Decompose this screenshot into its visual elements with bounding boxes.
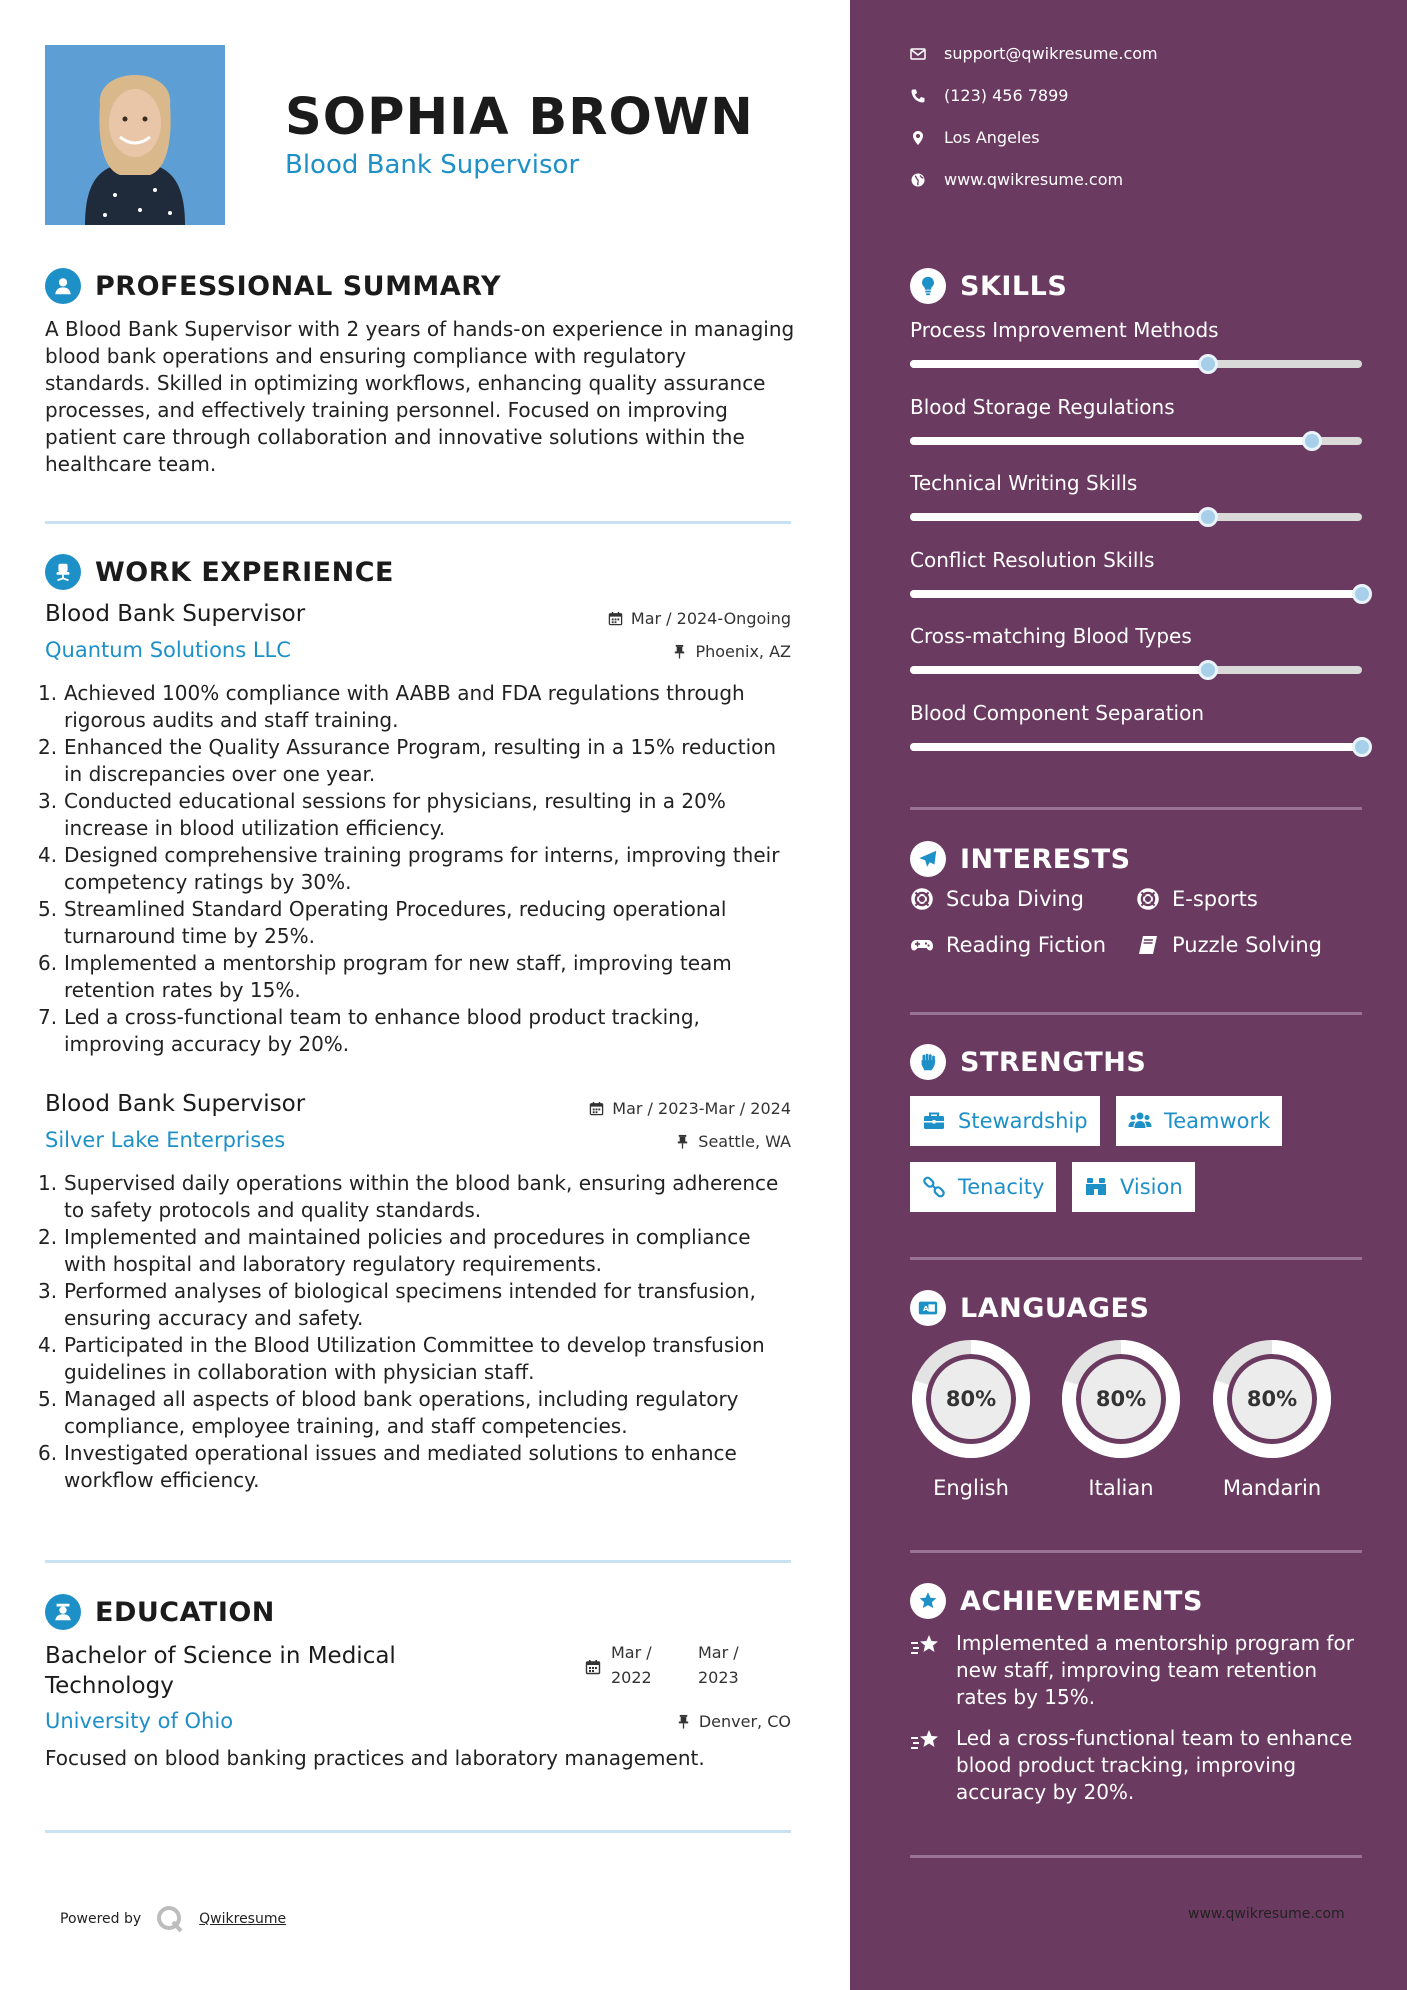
language-percent: 80% [945, 1387, 997, 1411]
skill-bar-fill [910, 360, 1208, 368]
interest-item: Scuba Diving [910, 887, 1084, 911]
summary-text: A Blood Bank Supervisor with 2 years of hands-on experience in managing blood bank operations and ensuring compliance with regulatory standards. Skilled in optimizing workflows, enhancing quality assurance processes, and effectively training personnel. Focused on improving patient care through collaboration and innovative solutions within the healthcare team. [45, 317, 795, 476]
list-item: 5. Managed all aspects of blood bank operations, including regulatory compliance, employee training, and staff competencies. [38, 1387, 739, 1438]
language-item [1211, 1338, 1333, 1500]
education-location-text: Denver, CO [698, 1712, 791, 1731]
strengths-header [910, 1044, 1146, 1080]
job-company: Quantum Solutions LLC [45, 638, 291, 662]
skill-bar [910, 666, 1362, 674]
language-item [1060, 1338, 1182, 1500]
skill-bar [910, 360, 1362, 368]
job-date-text: Mar / 2023-Mar / 2024 [612, 1099, 791, 1118]
language-percent: 80% [1246, 1387, 1298, 1411]
user-icon [45, 268, 81, 304]
shooting-star-icon [910, 1632, 942, 1660]
degree-line: Technology [45, 1673, 174, 1699]
section-divider [910, 1855, 1362, 1858]
skill-bar-fill [910, 590, 1362, 598]
list-item: 4. Participated in the Blood Utilization Committee to develop transfusion guidelines in collaboration with physician staff. [38, 1333, 765, 1384]
list-item: 6. Implemented a mentorship program for new staff, improving team retention rates by 15%. [38, 951, 732, 1002]
contact-email[interactable]: support@qwikresume.com [910, 44, 1158, 63]
life-ring-icon [910, 887, 934, 911]
language-percent: 80% [1095, 1387, 1147, 1411]
skill-label: Technical Writing Skills [910, 471, 1138, 495]
section-divider [910, 1012, 1362, 1015]
calendar-icon [589, 1101, 604, 1116]
strength-tag: Stewardship [910, 1096, 1100, 1146]
skills-title: SKILLS [960, 270, 1068, 302]
link-icon [922, 1175, 946, 1199]
achievement-item: Led a cross-functional team to enhance blood product tracking, improving accuracy by 20%. [910, 1725, 1362, 1806]
users-icon [1128, 1109, 1152, 1133]
skill-label: Blood Storage Regulations [910, 395, 1175, 419]
skill-label: Process Improvement Methods [910, 318, 1219, 342]
binoculars-icon [1084, 1175, 1108, 1199]
job-date [589, 1099, 791, 1118]
degree-title [45, 1641, 396, 1701]
language-ring [1211, 1338, 1333, 1460]
job-location [672, 642, 791, 661]
skill-level-knob [1352, 584, 1372, 604]
qwikresume-logo-icon [155, 1904, 185, 1934]
list-item: 2. Enhanced the Quality Assurance Program, resulting in a 15% reduction in discrepancies over one year. [38, 735, 777, 786]
experience-header [45, 554, 394, 590]
achievement-item: Implemented a mentorship program for new staff, improving team retention rates by 15%. [910, 1630, 1362, 1711]
list-item: 1. Achieved 100% compliance with AABB and FDA regulations through rigorous audits and staff training. [38, 681, 745, 732]
paper-plane-icon [910, 841, 946, 877]
languages-header [910, 1290, 1149, 1326]
graduate-icon [45, 1594, 81, 1630]
strength-tag: Tenacity [910, 1162, 1056, 1212]
job-location-text: Seattle, WA [698, 1132, 791, 1151]
interest-item: Puzzle Solving [1136, 933, 1322, 957]
job-bullets [38, 680, 798, 1058]
education-description: Focused on blood banking practices and laboratory management. [45, 1746, 705, 1770]
job-location [675, 1132, 791, 1151]
contact-location: Los Angeles [910, 128, 1040, 147]
skill-bar-fill [910, 666, 1208, 674]
candidate-name: SOPHIA BROWN [285, 88, 754, 147]
pin-icon [675, 1134, 690, 1149]
education-header [45, 1594, 275, 1630]
skills-header [910, 268, 1067, 304]
section-divider [910, 807, 1362, 810]
translate-icon [910, 1290, 946, 1326]
job-title: Blood Bank Supervisor [45, 1091, 306, 1117]
list-item: 7. Led a cross-functional team to enhance blood product tracking, improving accuracy by 20%. [38, 1005, 700, 1056]
fist-icon [910, 1044, 946, 1080]
calendar-icon [585, 1659, 601, 1675]
language-name: English [933, 1476, 1009, 1500]
skill-label: Blood Component Separation [910, 701, 1205, 725]
language-ring [1060, 1338, 1182, 1460]
life-ring-icon [1136, 887, 1160, 911]
list-item: 6. Investigated operational issues and mediated solutions to enhance workflow efficiency. [38, 1441, 737, 1492]
job-bullets [38, 1170, 798, 1494]
education-start-date: Mar / 2022 [611, 1643, 652, 1687]
achievements-header [910, 1583, 1203, 1619]
strength-tag: Vision [1072, 1162, 1195, 1212]
experience-title: WORK EXPERIENCE [95, 556, 394, 588]
office-chair-icon [45, 554, 81, 590]
section-divider [910, 1257, 1362, 1260]
powered-by [60, 1904, 286, 1934]
contact-phone[interactable]: (123) 456 7899 [910, 86, 1068, 105]
lightbulb-icon [910, 268, 946, 304]
education-end-date: Mar / 2023 [698, 1643, 739, 1687]
language-name: Italian [1088, 1476, 1154, 1500]
skill-bar [910, 743, 1362, 751]
qwikresume-link[interactable]: Qwikresume [199, 1911, 287, 1927]
job-location-text: Phoenix, AZ [695, 642, 791, 661]
skill-label: Cross-matching Blood Types [910, 624, 1192, 648]
section-divider [45, 1560, 791, 1563]
section-divider [45, 521, 791, 524]
skill-bar-fill [910, 437, 1312, 445]
star-icon [910, 1583, 946, 1619]
strength-tag: Teamwork [1116, 1096, 1282, 1146]
list-item: 5. Streamlined Standard Operating Procedures, reducing operational turnaround time by 25%. [38, 897, 727, 948]
degree-line: Bachelor of Science in Medical [45, 1643, 396, 1669]
skill-bar [910, 437, 1362, 445]
list-item: 3. Performed analyses of biological specimens intended for transfusion, ensuring accuracy and safety. [38, 1279, 756, 1330]
pin-icon [676, 1714, 691, 1729]
map-marker-icon [910, 130, 926, 146]
globe-icon [910, 172, 926, 188]
job-title: Blood Bank Supervisor [45, 601, 306, 627]
skill-bar [910, 590, 1362, 598]
section-divider [910, 1550, 1362, 1553]
school-name: University of Ohio [45, 1709, 234, 1733]
list-item: 2. Implemented and maintained policies and procedures in compliance with hospital and laboratory regulatory requirements. [38, 1225, 751, 1276]
calendar-icon [608, 611, 623, 626]
pin-icon [672, 644, 687, 659]
skill-bar-fill [910, 513, 1208, 521]
phone-icon [910, 88, 926, 104]
gamepad-icon [910, 933, 934, 957]
job-company: Silver Lake Enterprises [45, 1128, 286, 1152]
contact-website[interactable]: www.qwikresume.com [910, 170, 1123, 189]
language-item [910, 1338, 1032, 1500]
section-divider [45, 1830, 791, 1833]
skill-bar [910, 513, 1362, 521]
job-date-text: Mar / 2024-Ongoing [630, 609, 791, 628]
book-icon [1136, 933, 1160, 957]
shooting-star-icon [910, 1727, 942, 1755]
summary-title: PROFESSIONAL SUMMARY [95, 270, 502, 302]
skill-level-knob [1352, 737, 1372, 757]
list-item: 1. Supervised daily operations within the blood bank, ensuring adherence to safety protocols and quality standards. [38, 1171, 779, 1222]
strengths-title: STRENGTHS [960, 1046, 1147, 1078]
profile-photo [45, 45, 225, 225]
footer-url[interactable]: www.qwikresume.com [1188, 1906, 1345, 1922]
candidate-role: Blood Bank Supervisor [285, 150, 580, 180]
language-name: Mandarin [1222, 1476, 1322, 1500]
language-ring [910, 1338, 1032, 1460]
job-date [608, 609, 791, 628]
svg-text:A: A [922, 1303, 929, 1313]
list-item: 4. Designed comprehensive training programs for interns, improving their competency ratings by 30%. [38, 843, 780, 894]
languages-title: LANGUAGES [960, 1292, 1150, 1324]
list-item: 3. Conducted educational sessions for physicians, resulting in a 20% increase in blood utilization efficiency. [38, 789, 726, 840]
achievements-title: ACHIEVEMENTS [960, 1585, 1203, 1617]
interest-item: Reading Fiction [910, 933, 1106, 957]
education-location [676, 1712, 791, 1731]
interests-title: INTERESTS [960, 843, 1131, 875]
skill-label: Conflict Resolution Skills [910, 548, 1155, 572]
powered-by-label: Powered by [60, 1911, 142, 1927]
interest-item: E-sports [1136, 887, 1258, 911]
interests-header [910, 841, 1131, 877]
summary-header [45, 268, 501, 304]
briefcase-icon [922, 1109, 946, 1133]
skill-bar-fill [910, 743, 1362, 751]
education-title: EDUCATION [95, 1596, 275, 1628]
envelope-icon [910, 46, 926, 62]
